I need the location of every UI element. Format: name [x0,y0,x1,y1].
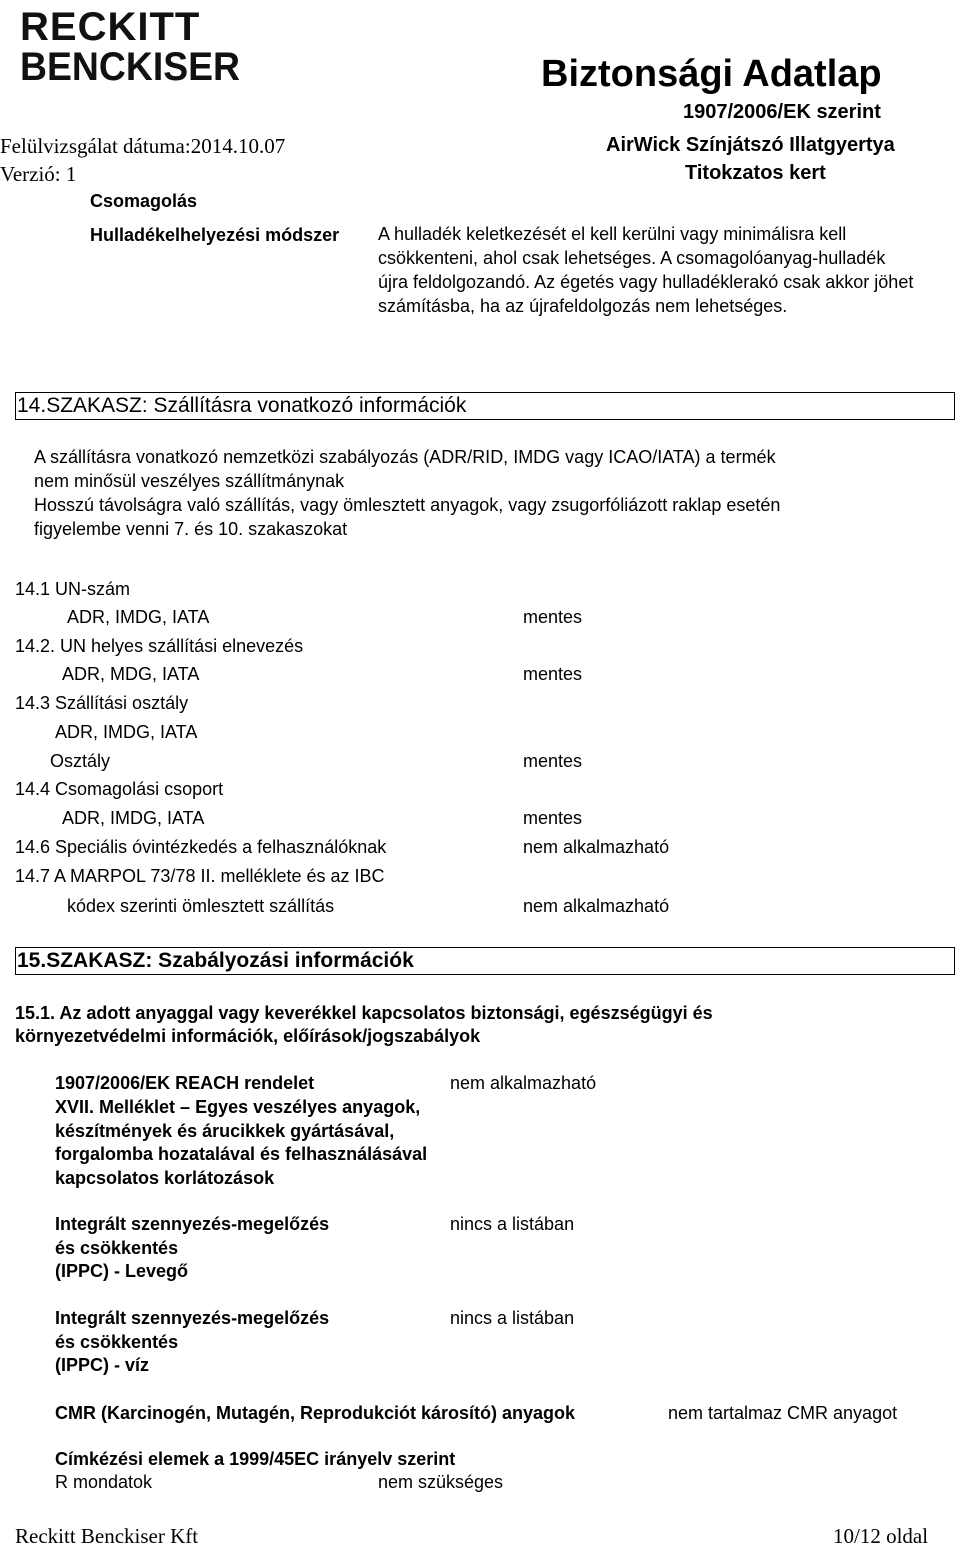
ippc-water-line: (IPPC) - víz [55,1355,150,1375]
ippc-water-block [55,1307,329,1378]
reach-label: 1907/2006/EK REACH rendelet [55,1073,315,1093]
ippc-air-line: Integrált szennyezés-megelőzés [55,1214,330,1234]
annex17-line: XVII. Melléklet – Egyes veszélyes anyagok, [55,1097,421,1117]
logo-line1: RECKITT [20,5,201,49]
section-14-intro [34,445,914,541]
un-number-label: 14.1 UN-szám [15,579,131,599]
section-15-title: 15.SZAKASZ: Szabályozási információk [17,949,414,972]
packing-group-modes: ADR, IMDG, IATA [62,808,205,828]
intro-line: nem minősül veszélyes szállítmánynak [34,471,345,491]
product-variant: Titokzatos kert [685,162,826,184]
section-14-title: 14.SZAKASZ: Szállításra vonatkozó információk [17,394,467,417]
annex17-line: készítmények és árucikkek gyártásával, [55,1120,395,1141]
special-precautions-value: nem alkalmazható [523,837,670,857]
footer-page-number: 10/12 oldal [833,1524,929,1548]
cmr-label: CMR (Karcinogén, Mutagén, Reprodukciót károsító) anyagok [55,1403,576,1423]
un-number-modes: ADR, IMDG, IATA [67,607,210,627]
un-number-value: mentes [523,607,583,627]
document-title: Biztonsági Adatlap [541,53,882,95]
shipping-name-value: mentes [523,664,583,684]
section-14-header [15,392,955,420]
marpol-label-cont: kódex szerinti ömlesztett szállítás [67,896,335,916]
annex17-line: forgalomba hozatalával és felhasználásával [55,1144,428,1164]
special-precautions-label: 14.6 Speciális óvintézkedés a felhasználóknak [15,837,387,857]
review-date: Felülvizsgálat dátuma:2014.10.07 [0,134,286,158]
ippc-air-value: nincs a listában [450,1214,575,1234]
shipping-name-label: 14.2. UN helyes szállítási elnevezés [15,636,304,656]
shipping-name-modes: ADR, MDG, IATA [62,664,200,684]
marpol-label: 14.7 A MARPOL 73/78 II. melléklete és az IBC [15,866,385,886]
ippc-air-line: és csökkentés [55,1237,179,1258]
annex17-line: kapcsolatos korlátozások [55,1167,275,1188]
ippc-water-value: nincs a listában [450,1308,575,1328]
version: Verzió: 1 [0,162,77,186]
cmr-value: nem tartalmaz CMR anyagot [668,1403,898,1423]
hazard-class-label: 14.3 Szállítási osztály [15,693,189,713]
disposal-label: Hulladékelhelyezési módszer [90,225,340,245]
footer-company: Reckitt Benckiser Kft [15,1524,199,1548]
logo-line2: BENCKISER [20,45,241,88]
marpol-value: nem alkalmazható [523,896,670,916]
company-logo-graphic [20,4,242,88]
product-name: AirWick Színjátszó Illatgyertya [606,134,895,156]
reach-value: nem alkalmazható [450,1073,597,1093]
annex17-block [55,1096,427,1190]
ippc-air-line: (IPPC) - Levegő [55,1261,189,1281]
hazard-class-sub: Osztály [50,751,111,771]
ippc-water-line: és csökkentés [55,1331,179,1352]
section-15-header [15,947,955,975]
r-phrases-label: R mondatok [55,1472,153,1492]
disposal-text: A hulladék keletkezését el kell kerülni vagy minimálisra kell csökkenteni, ahol csak lehetséges. A csomagolóanyag-hulladék újra feldolgozandó. Az égetés vagy hulladéklerakó csak akkor jöhet számításba, ha az újrafeldolgozás nem lehetséges. [378,224,914,316]
packaging-heading: Csomagolás [90,191,198,211]
intro-line: figyelembe venni 7. és 10. szakaszokat [34,519,348,539]
ippc-water-line: Integrált szennyezés-megelőzés [55,1308,330,1328]
intro-line: Hosszú távolságra való szállítás, vagy ömlesztett anyagok, vagy zsugorfóliázott raklap esetén [34,495,781,515]
packing-group-label: 14.4 Csomagolási csoport [15,779,224,799]
packing-group-value: mentes [523,808,583,828]
ippc-air-block [55,1213,329,1284]
section-15-1-heading: 15.1. Az adott anyaggal vagy keverékkel kapcsolatos biztonsági, egészségügyi és [15,1003,713,1023]
hazard-class-value: mentes [523,751,583,771]
hazard-class-modes: ADR, IMDG, IATA [55,722,198,742]
r-phrases-value: nem szükséges [378,1472,504,1492]
section-15-1-heading-cont: környezetvédelmi információk, előírások/jogszabályok [15,1026,481,1046]
labelling-heading: Címkézési elemek a 1999/45EC irányelv szerint [55,1449,456,1469]
regulation-reference: 1907/2006/EK szerint [683,101,881,123]
company-logo [20,4,242,88]
intro-line: A szállításra vonatkozó nemzetközi szabályozás (ADR/RID, IMDG vagy ICAO/IATA) a termék [34,447,776,467]
